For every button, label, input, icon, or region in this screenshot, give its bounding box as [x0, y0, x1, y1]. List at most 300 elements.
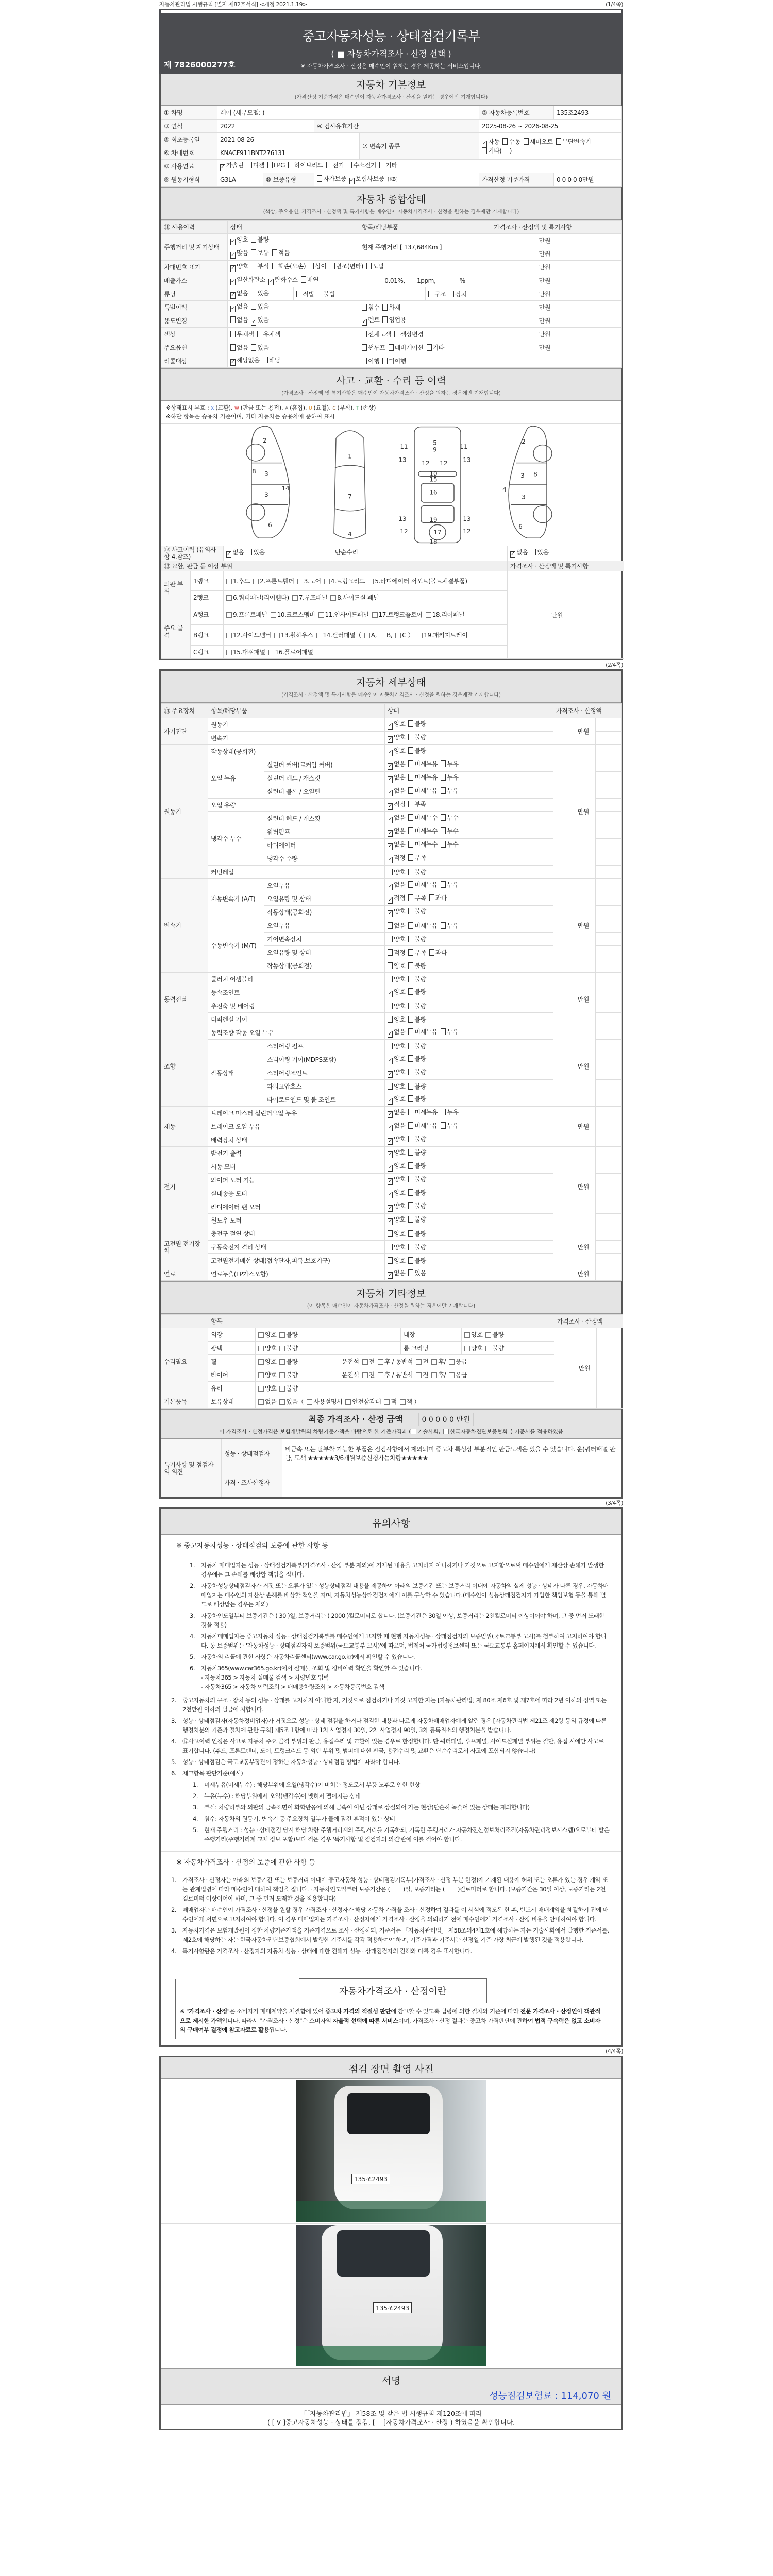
checked-box-icon[interactable]: ✓ — [231, 238, 235, 244]
checkbox-option[interactable] — [416, 1358, 428, 1365]
empty-box-icon[interactable] — [389, 344, 394, 351]
checkbox-option[interactable] — [251, 303, 268, 310]
checked-box-icon[interactable]: ✓ — [388, 1030, 392, 1037]
checkbox-option[interactable] — [408, 881, 438, 888]
checkbox-option[interactable] — [272, 249, 290, 257]
checkbox-option[interactable] — [318, 611, 369, 618]
checkbox-option[interactable] — [388, 1269, 405, 1279]
checkbox-option[interactable] — [388, 1095, 405, 1105]
checked-box-icon[interactable]: ✓ — [388, 1151, 392, 1157]
empty-box-icon[interactable] — [382, 358, 388, 364]
empty-box-icon[interactable] — [428, 291, 433, 297]
checked-box-icon[interactable]: ✓ — [388, 1272, 392, 1278]
checkbox-option[interactable] — [482, 138, 499, 147]
checkbox-option[interactable] — [274, 632, 313, 639]
checked-box-icon[interactable]: ✓ — [388, 843, 392, 849]
checkbox-option[interactable] — [388, 814, 405, 823]
empty-box-icon[interactable] — [297, 579, 303, 584]
empty-box-icon[interactable] — [307, 1399, 312, 1405]
empty-box-icon[interactable] — [347, 162, 352, 168]
checkbox-option[interactable] — [271, 611, 315, 618]
checkbox-option[interactable] — [388, 908, 405, 917]
empty-box-icon[interactable] — [226, 595, 232, 601]
empty-box-icon[interactable] — [271, 612, 276, 618]
checkbox-option[interactable] — [251, 249, 268, 257]
empty-box-icon[interactable] — [318, 612, 324, 618]
empty-box-icon[interactable] — [316, 633, 322, 638]
checkbox-option[interactable] — [388, 949, 405, 956]
checked-box-icon[interactable]: ✓ — [388, 990, 392, 996]
empty-box-icon[interactable] — [408, 881, 413, 888]
checkbox-option[interactable] — [441, 760, 458, 768]
empty-box-icon[interactable] — [395, 633, 401, 638]
checkbox-option[interactable] — [388, 774, 405, 783]
empty-box-icon[interactable] — [388, 1083, 393, 1090]
empty-box-icon[interactable] — [427, 344, 432, 351]
checkbox-option[interactable] — [326, 162, 344, 169]
empty-box-icon[interactable] — [408, 1043, 413, 1049]
empty-box-icon[interactable] — [408, 1122, 413, 1129]
empty-box-icon[interactable] — [226, 579, 232, 584]
empty-box-icon[interactable] — [384, 1399, 390, 1405]
checkbox-option[interactable] — [382, 304, 400, 311]
checkbox-option[interactable] — [408, 854, 426, 861]
checkbox-option[interactable] — [388, 854, 405, 863]
empty-box-icon[interactable] — [251, 290, 256, 296]
checkbox-option[interactable] — [317, 291, 334, 298]
checkbox-option[interactable] — [388, 801, 405, 810]
checkbox-option[interactable] — [349, 175, 384, 184]
empty-box-icon[interactable] — [251, 303, 256, 310]
checkbox-option[interactable] — [230, 331, 254, 338]
empty-box-icon[interactable] — [408, 1216, 413, 1223]
empty-box-icon[interactable] — [317, 175, 322, 182]
checkbox-option[interactable] — [441, 827, 458, 835]
checkbox-option[interactable] — [408, 894, 426, 902]
empty-box-icon[interactable] — [408, 1016, 413, 1023]
empty-box-icon[interactable] — [408, 841, 413, 848]
empty-box-icon[interactable] — [279, 1372, 285, 1378]
empty-box-icon[interactable] — [408, 1189, 413, 1196]
checkbox-option[interactable] — [485, 1331, 503, 1338]
checkbox-option[interactable] — [279, 1385, 297, 1392]
checkbox-option[interactable] — [388, 988, 405, 997]
checkbox-option[interactable] — [388, 894, 405, 904]
checkbox-option[interactable] — [388, 787, 405, 796]
empty-box-icon[interactable] — [408, 1109, 413, 1115]
checkbox-option[interactable] — [408, 774, 438, 781]
checked-box-icon[interactable]: ✓ — [388, 856, 392, 862]
empty-box-icon[interactable] — [408, 1230, 413, 1237]
empty-box-icon[interactable] — [426, 612, 431, 618]
checkbox-option[interactable] — [449, 291, 466, 298]
checkbox-option[interactable] — [388, 760, 405, 770]
empty-box-icon[interactable] — [379, 162, 384, 168]
checkbox-option[interactable] — [408, 1202, 426, 1210]
checkbox-option[interactable] — [408, 1028, 438, 1036]
checkbox-option[interactable] — [443, 1428, 508, 1435]
empty-box-icon[interactable] — [317, 291, 322, 297]
checked-box-icon[interactable]: ✓ — [511, 551, 515, 557]
empty-box-icon[interactable] — [251, 344, 256, 351]
empty-box-icon[interactable] — [449, 1359, 455, 1365]
empty-box-icon[interactable] — [345, 1399, 351, 1405]
checkbox-option[interactable] — [408, 1095, 426, 1103]
empty-box-icon[interactable] — [230, 316, 236, 323]
checkbox-option[interactable] — [408, 962, 426, 970]
empty-box-icon[interactable] — [251, 263, 256, 269]
checkbox-option[interactable] — [258, 1358, 276, 1365]
checkbox-option[interactable] — [482, 147, 512, 155]
empty-box-icon[interactable] — [408, 1069, 413, 1075]
checkbox-option[interactable] — [279, 1371, 297, 1379]
checkbox-option[interactable] — [464, 1345, 482, 1352]
checkbox-option[interactable] — [388, 1069, 405, 1078]
checkbox-option[interactable] — [408, 1016, 426, 1023]
empty-box-icon[interactable] — [362, 1372, 368, 1378]
empty-box-icon[interactable] — [388, 1043, 393, 1049]
checkbox-option[interactable] — [408, 747, 426, 754]
checkbox-option[interactable] — [317, 175, 346, 182]
checkbox-option[interactable] — [226, 594, 289, 601]
checkbox-option[interactable] — [324, 578, 365, 585]
empty-box-icon[interactable] — [247, 549, 252, 555]
checked-box-icon[interactable]: ✓ — [231, 359, 235, 365]
checkbox-option[interactable] — [408, 1083, 426, 1090]
checked-box-icon[interactable]: ✓ — [388, 1191, 392, 1197]
empty-box-icon[interactable] — [408, 949, 413, 956]
empty-box-icon[interactable] — [417, 633, 423, 638]
checkbox-option[interactable] — [408, 1230, 426, 1238]
empty-box-icon[interactable] — [408, 1257, 413, 1264]
empty-box-icon[interactable] — [279, 1386, 285, 1392]
empty-box-icon[interactable] — [408, 774, 413, 781]
checkbox-option[interactable] — [247, 549, 264, 556]
checkbox-option[interactable] — [388, 1122, 405, 1131]
empty-box-icon[interactable] — [408, 1095, 413, 1102]
checkbox-option[interactable] — [408, 814, 438, 821]
empty-box-icon[interactable] — [408, 1269, 413, 1276]
checkbox-option[interactable] — [388, 1257, 405, 1264]
empty-box-icon[interactable] — [408, 1162, 413, 1169]
checkbox-option[interactable] — [502, 138, 520, 145]
empty-box-icon[interactable] — [388, 962, 393, 969]
checkbox-option[interactable] — [247, 162, 264, 169]
empty-box-icon[interactable] — [408, 908, 413, 914]
checkbox-option[interactable] — [408, 1269, 426, 1277]
empty-box-icon[interactable] — [408, 801, 413, 807]
checkbox-option[interactable] — [441, 1109, 458, 1116]
checkbox-option[interactable] — [408, 1136, 426, 1143]
empty-box-icon[interactable] — [382, 316, 388, 323]
checkbox-option[interactable] — [400, 1398, 420, 1405]
empty-box-icon[interactable] — [388, 1016, 393, 1023]
checkbox-option[interactable] — [330, 263, 363, 270]
empty-box-icon[interactable] — [441, 760, 446, 767]
checkbox-option[interactable] — [388, 922, 405, 929]
empty-box-icon[interactable] — [272, 263, 277, 269]
checked-box-icon[interactable]: ✓ — [231, 305, 235, 311]
checkbox-option[interactable] — [408, 1216, 426, 1223]
checkbox-option[interactable] — [408, 841, 438, 848]
checkbox-option[interactable] — [408, 869, 426, 876]
checkbox-option[interactable] — [408, 760, 438, 768]
checkbox-option[interactable] — [388, 1149, 405, 1158]
checkbox-option[interactable] — [408, 949, 426, 956]
checkbox-option[interactable] — [388, 1083, 405, 1090]
checked-box-icon[interactable]: ✓ — [388, 1111, 392, 1117]
checkbox-option[interactable] — [427, 344, 444, 351]
empty-box-icon[interactable] — [449, 291, 454, 297]
checkbox-option[interactable] — [388, 962, 405, 970]
checkbox-option[interactable] — [292, 594, 327, 601]
checkbox-option[interactable] — [379, 162, 397, 169]
checkbox-option[interactable] — [362, 304, 379, 311]
checkbox-option[interactable] — [230, 263, 248, 272]
empty-box-icon[interactable] — [366, 263, 372, 269]
empty-box-icon[interactable] — [230, 331, 236, 337]
checkbox-option[interactable] — [230, 316, 248, 324]
checkbox-option[interactable] — [416, 1371, 428, 1379]
empty-box-icon[interactable] — [485, 1346, 491, 1351]
empty-box-icon[interactable] — [408, 787, 413, 794]
checkbox-option[interactable] — [449, 1358, 467, 1365]
checkbox-option[interactable] — [388, 936, 405, 943]
empty-box-icon[interactable] — [382, 304, 388, 311]
checkbox-option[interactable] — [389, 344, 424, 351]
empty-box-icon[interactable] — [368, 579, 374, 584]
checkbox-option[interactable] — [251, 316, 268, 326]
checkbox-option[interactable] — [230, 290, 248, 299]
checkbox-option[interactable] — [429, 894, 447, 902]
empty-box-icon[interactable] — [429, 949, 434, 956]
empty-box-icon[interactable] — [408, 854, 413, 861]
empty-box-icon[interactable] — [441, 841, 446, 848]
empty-box-icon[interactable] — [388, 1003, 393, 1009]
checkbox-option[interactable] — [362, 358, 379, 365]
checkbox-option[interactable] — [388, 841, 405, 850]
checkbox-option[interactable] — [230, 276, 265, 285]
checkbox-option[interactable] — [441, 841, 458, 848]
empty-box-icon[interactable] — [257, 331, 262, 337]
empty-box-icon[interactable] — [309, 263, 314, 269]
checkbox-option[interactable] — [258, 1385, 276, 1392]
empty-box-icon[interactable] — [394, 331, 399, 337]
checkbox-option[interactable] — [267, 162, 285, 169]
checkbox-option[interactable] — [388, 1230, 405, 1238]
checkbox-option[interactable] — [226, 632, 271, 639]
checkbox-option[interactable] — [510, 549, 528, 558]
checkbox-option[interactable] — [347, 162, 376, 169]
checkbox-option[interactable] — [251, 236, 268, 243]
checked-box-icon[interactable]: ✓ — [349, 177, 354, 183]
empty-box-icon[interactable] — [441, 827, 446, 834]
checkbox-option[interactable] — [388, 1176, 405, 1185]
checkbox-option[interactable] — [388, 734, 405, 743]
empty-box-icon[interactable] — [464, 1332, 470, 1338]
checkbox-option[interactable] — [408, 1257, 426, 1264]
checkbox-option[interactable] — [388, 1028, 405, 1038]
checked-box-icon[interactable]: ✓ — [388, 896, 392, 903]
checked-box-icon[interactable]: ✓ — [388, 1071, 392, 1077]
checked-box-icon[interactable]: ✓ — [221, 164, 225, 170]
checked-box-icon[interactable]: ✓ — [388, 1164, 392, 1171]
empty-box-icon[interactable] — [378, 1372, 383, 1378]
checkbox-option[interactable] — [382, 316, 406, 324]
checkbox-option[interactable] — [408, 720, 426, 727]
checked-box-icon[interactable]: ✓ — [388, 749, 392, 755]
empty-box-icon[interactable] — [362, 331, 367, 337]
empty-box-icon[interactable] — [408, 988, 413, 995]
checked-box-icon[interactable]: ✓ — [231, 251, 235, 258]
empty-box-icon[interactable] — [301, 276, 306, 283]
checkbox-option[interactable] — [378, 1371, 413, 1379]
empty-box-icon[interactable] — [408, 720, 413, 727]
empty-box-icon[interactable] — [408, 894, 413, 901]
checkbox-option[interactable] — [272, 263, 306, 270]
checkbox-option[interactable] — [296, 291, 314, 298]
empty-box-icon[interactable] — [429, 894, 434, 901]
empty-box-icon[interactable] — [400, 1399, 406, 1405]
checked-box-icon[interactable]: ✓ — [482, 140, 486, 146]
empty-box-icon[interactable] — [272, 249, 277, 256]
checkbox-option[interactable] — [408, 908, 426, 915]
checkbox-option[interactable] — [226, 578, 250, 585]
checkbox-option[interactable] — [408, 1069, 426, 1076]
checkbox-option[interactable] — [362, 331, 391, 338]
checkbox-option[interactable] — [388, 1189, 405, 1198]
checkbox-option[interactable] — [426, 611, 465, 618]
empty-box-icon[interactable] — [253, 579, 259, 584]
empty-box-icon[interactable] — [268, 650, 274, 655]
empty-box-icon[interactable] — [408, 814, 413, 821]
checkbox-option[interactable] — [362, 344, 385, 351]
checkbox-option[interactable] — [408, 801, 426, 808]
checkbox-option[interactable] — [279, 1398, 304, 1405]
empty-box-icon[interactable] — [441, 922, 446, 929]
empty-box-icon[interactable] — [441, 881, 446, 888]
checkbox-option[interactable] — [388, 881, 405, 890]
empty-box-icon[interactable] — [258, 1399, 264, 1405]
empty-box-icon[interactable] — [230, 344, 236, 351]
empty-box-icon[interactable] — [408, 1202, 413, 1209]
empty-box-icon[interactable] — [411, 1429, 416, 1434]
checked-box-icon[interactable]: ✓ — [388, 829, 392, 836]
checkbox-option[interactable] — [297, 578, 321, 585]
checkbox-option[interactable] — [485, 1345, 503, 1352]
empty-box-icon[interactable] — [408, 936, 413, 942]
empty-box-icon[interactable] — [408, 1176, 413, 1182]
empty-box-icon[interactable] — [408, 734, 413, 740]
empty-box-icon[interactable] — [226, 650, 232, 655]
checkbox-option[interactable] — [524, 138, 553, 145]
checkbox-option[interactable] — [268, 649, 313, 656]
empty-box-icon[interactable] — [388, 949, 393, 956]
empty-box-icon[interactable] — [372, 612, 378, 618]
empty-box-icon[interactable] — [441, 1109, 446, 1115]
checkbox-option[interactable] — [388, 976, 405, 983]
checkbox-option[interactable] — [258, 1398, 276, 1405]
empty-box-icon[interactable] — [408, 827, 413, 834]
checkbox-option[interactable] — [251, 344, 268, 351]
empty-box-icon[interactable] — [388, 922, 393, 929]
checkbox-option[interactable] — [388, 1202, 405, 1212]
checkbox-option[interactable] — [279, 1331, 297, 1338]
empty-box-icon[interactable] — [408, 922, 413, 929]
checkbox-option[interactable] — [408, 1189, 426, 1196]
empty-box-icon[interactable] — [292, 595, 298, 601]
checkbox-option[interactable] — [388, 1244, 405, 1251]
empty-box-icon[interactable] — [288, 162, 293, 168]
empty-box-icon[interactable] — [226, 633, 232, 638]
empty-box-icon[interactable] — [258, 1359, 264, 1365]
checkbox-option[interactable] — [257, 331, 281, 338]
checkbox-option[interactable] — [388, 827, 405, 837]
checkbox-option[interactable] — [258, 1331, 276, 1338]
checkbox-option[interactable] — [342, 1358, 359, 1365]
empty-box-icon[interactable] — [408, 1136, 413, 1142]
checkbox-option[interactable] — [388, 1043, 405, 1050]
empty-box-icon[interactable] — [362, 344, 367, 351]
checkbox-option[interactable] — [220, 162, 244, 171]
empty-box-icon[interactable] — [388, 1257, 393, 1264]
checked-box-icon[interactable]: ✓ — [362, 318, 366, 325]
empty-box-icon[interactable] — [431, 1372, 437, 1378]
checkbox-option[interactable] — [226, 549, 244, 558]
checkbox-option[interactable] — [441, 814, 458, 821]
empty-box-icon[interactable] — [416, 1372, 422, 1378]
empty-box-icon[interactable] — [326, 162, 331, 168]
empty-box-icon[interactable] — [408, 1149, 413, 1156]
checkbox-option[interactable] — [362, 1358, 375, 1365]
checkbox-option[interactable] — [388, 1016, 405, 1023]
empty-box-icon[interactable] — [258, 1346, 264, 1351]
checkbox-option[interactable] — [429, 949, 447, 956]
empty-box-icon[interactable] — [524, 138, 529, 145]
checkbox-option[interactable] — [394, 331, 424, 338]
checkbox-option[interactable] — [441, 881, 458, 888]
empty-box-icon[interactable] — [279, 1346, 285, 1351]
checkbox-option[interactable] — [230, 303, 248, 312]
empty-box-icon[interactable] — [416, 1359, 422, 1365]
checkbox-option[interactable] — [279, 1358, 297, 1365]
checkbox-option[interactable] — [431, 1371, 446, 1379]
checkbox-option[interactable] — [408, 1003, 426, 1010]
checkbox-option[interactable] — [380, 632, 392, 639]
checked-box-icon[interactable]: ✓ — [227, 551, 231, 557]
checkbox-option[interactable] — [441, 922, 458, 929]
checkbox-option[interactable] — [408, 1043, 426, 1050]
empty-box-icon[interactable] — [258, 1332, 264, 1338]
checked-box-icon[interactable]: ✓ — [388, 803, 392, 809]
checkbox-option[interactable] — [384, 1398, 396, 1405]
empty-box-icon[interactable] — [362, 358, 367, 364]
empty-box-icon[interactable] — [324, 579, 330, 584]
checkbox-option[interactable] — [378, 1358, 413, 1365]
empty-box-icon[interactable] — [364, 633, 370, 638]
empty-box-icon[interactable] — [279, 1399, 285, 1405]
checkbox-option[interactable] — [258, 1345, 276, 1352]
checkbox-option[interactable] — [408, 1244, 426, 1251]
checkbox-option[interactable] — [288, 162, 323, 169]
checkbox-option[interactable] — [441, 774, 458, 781]
checked-box-icon[interactable]: ✓ — [231, 278, 235, 284]
checkbox-option[interactable] — [388, 1216, 405, 1225]
checked-box-icon[interactable]: ✓ — [388, 1138, 392, 1144]
empty-box-icon[interactable] — [408, 1003, 413, 1009]
checked-box-icon[interactable]: ✓ — [388, 776, 392, 782]
checkbox-option[interactable] — [362, 316, 379, 326]
